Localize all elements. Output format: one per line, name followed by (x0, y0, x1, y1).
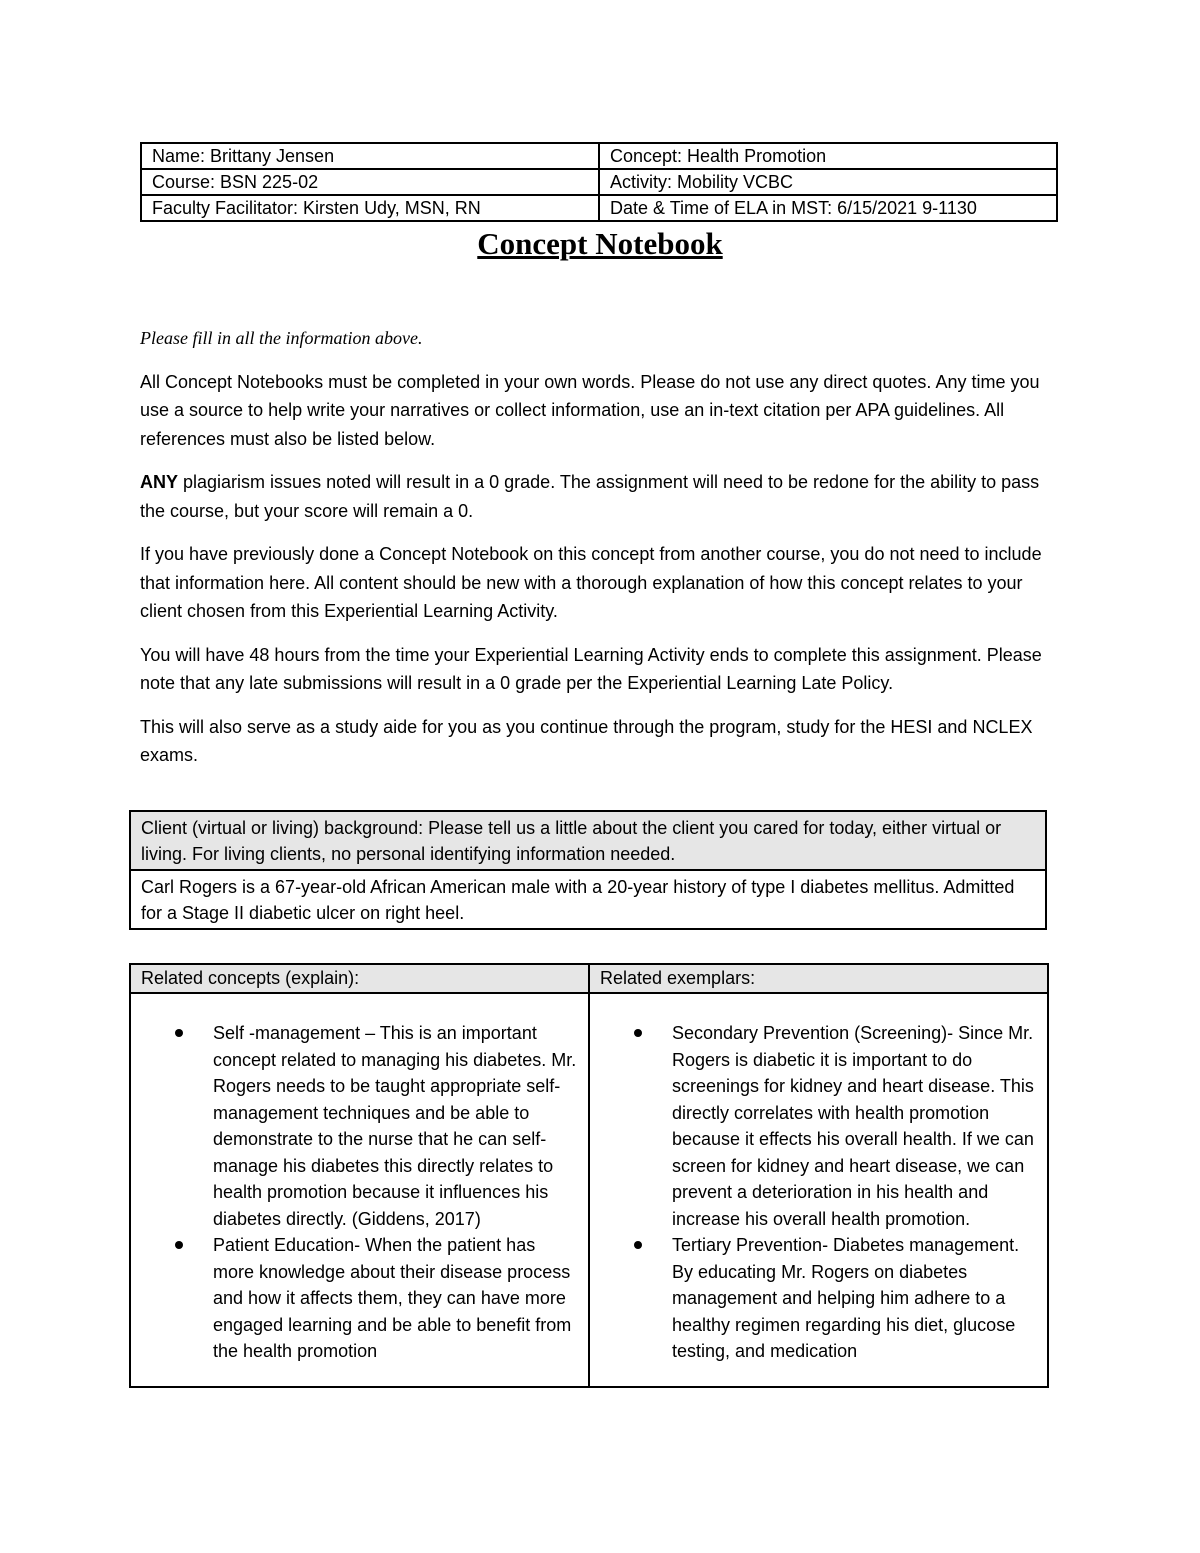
table-row (141, 143, 1057, 169)
client-answer-cell: Carl Rogers is a 67-year-old African American male with a 20-year history of type I diabetes mellitus. Admitted for a Stage II diabetic ulcer on right heel. (130, 870, 1046, 929)
related-exemplars-cell (589, 993, 1048, 1387)
bullet-icon (634, 1232, 644, 1242)
list-item (213, 1232, 578, 1365)
list-item-text: Secondary Prevention (Screening)- Since Mr. Rogers is diabetic it is important to do screenings for kidney and heart disease. This directly correlates with health promotion because it effects his overall health. If we can screen for kidney and heart disease, we can prevent a deterioration in his health and increase his overall health promotion. (672, 1023, 1034, 1229)
table-row (130, 993, 1048, 1387)
bullet-icon (175, 1020, 185, 1030)
list-item-text: Self -management – This is an important concept related to managing his diabetes. Mr. Rogers needs to be taught appropriate self-management techniques and be able to demonstrate to the nurse that he can self-manage his diabetes this directly relates to health promotion because it influences his diabetes directly. (Giddens, 2017) (213, 1023, 577, 1229)
list-item (672, 1020, 1037, 1232)
bullet-icon (634, 1020, 644, 1030)
table-header-row (130, 964, 1048, 993)
client-prompt-cell: Client (virtual or living) background: Please tell us a little about the client you cared for today, either virtual or living. For living clients, no personal identifying information needed. (130, 811, 1046, 870)
related-concepts-list (141, 1020, 578, 1365)
date-time-cell: Date & Time of ELA in MST: 6/15/2021 9-1130 (599, 195, 1057, 221)
related-concepts-cell (130, 993, 589, 1387)
list-item-text: Patient Education- When the patient has more knowledge about their disease process and how it affects them, they can have more engaged learning and be able to benefit from the health promotion (213, 1235, 572, 1361)
plagiarism-paragraph (140, 468, 1065, 525)
name-cell: Name: Brittany Jensen (141, 143, 599, 169)
own-words-paragraph: All Concept Notebooks must be completed in your own words. Please do not use any direct quotes. Any time you use a source to help write your narratives or collect information, use an in-text citation per APA guidelines. All references must also be listed below. (140, 371, 1040, 449)
plagiarism-emphasis: ANY (140, 472, 179, 492)
table-row (130, 811, 1046, 870)
page-title: Concept Notebook (477, 226, 723, 261)
course-cell: Course: BSN 225-02 (141, 169, 599, 195)
related-exemplars-header: Related exemplars: (589, 964, 1048, 993)
facilitator-cell: Faculty Facilitator: Kirsten Udy, MSN, RN (141, 195, 599, 221)
concept-cell: Concept: Health Promotion (599, 143, 1057, 169)
related-concepts-table (129, 963, 1049, 1388)
student-info-table (140, 142, 1058, 222)
table-row (141, 169, 1057, 195)
related-exemplars-list (600, 1020, 1037, 1365)
table-row (130, 870, 1046, 929)
instructions (140, 324, 1065, 785)
client-background-table (129, 810, 1047, 930)
list-item (213, 1020, 578, 1232)
table-row (141, 195, 1057, 221)
previous-notebook-paragraph: If you have previously done a Concept Notebook on this concept from another course, you do not need to include that information here. All content should be new with a thorough explanation of how this concept relates to your client chosen from this Experiential Learning Activity. (140, 544, 1042, 621)
related-concepts-header: Related concepts (explain): (130, 964, 589, 993)
fill-in-instruction: Please fill in all the information above. (140, 328, 423, 348)
list-item-text: Tertiary Prevention- Diabetes management. By educating Mr. Rogers on diabetes management and helping him adhere to a healthy regimen regarding his diet, glucose testing, and medication (672, 1235, 1020, 1361)
deadline-paragraph: You will have 48 hours from the time your Experiential Learning Activity ends to complete this assignment. Please note that any late submissions will result in a 0 grade per the Experiential Learning Late Policy. (140, 644, 1042, 693)
study-aide-paragraph: This will also serve as a study aide for you as you continue through the program, study for the HESI and NCLEX exams. (140, 716, 1033, 765)
activity-cell: Activity: Mobility VCBC (599, 169, 1057, 195)
plagiarism-text: plagiarism issues noted will result in a 0 grade. The assignment will need to be redone for the ability to pass the course, but your score will remain a 0. (140, 472, 1040, 521)
bullet-icon (175, 1232, 185, 1242)
list-item (672, 1232, 1037, 1365)
